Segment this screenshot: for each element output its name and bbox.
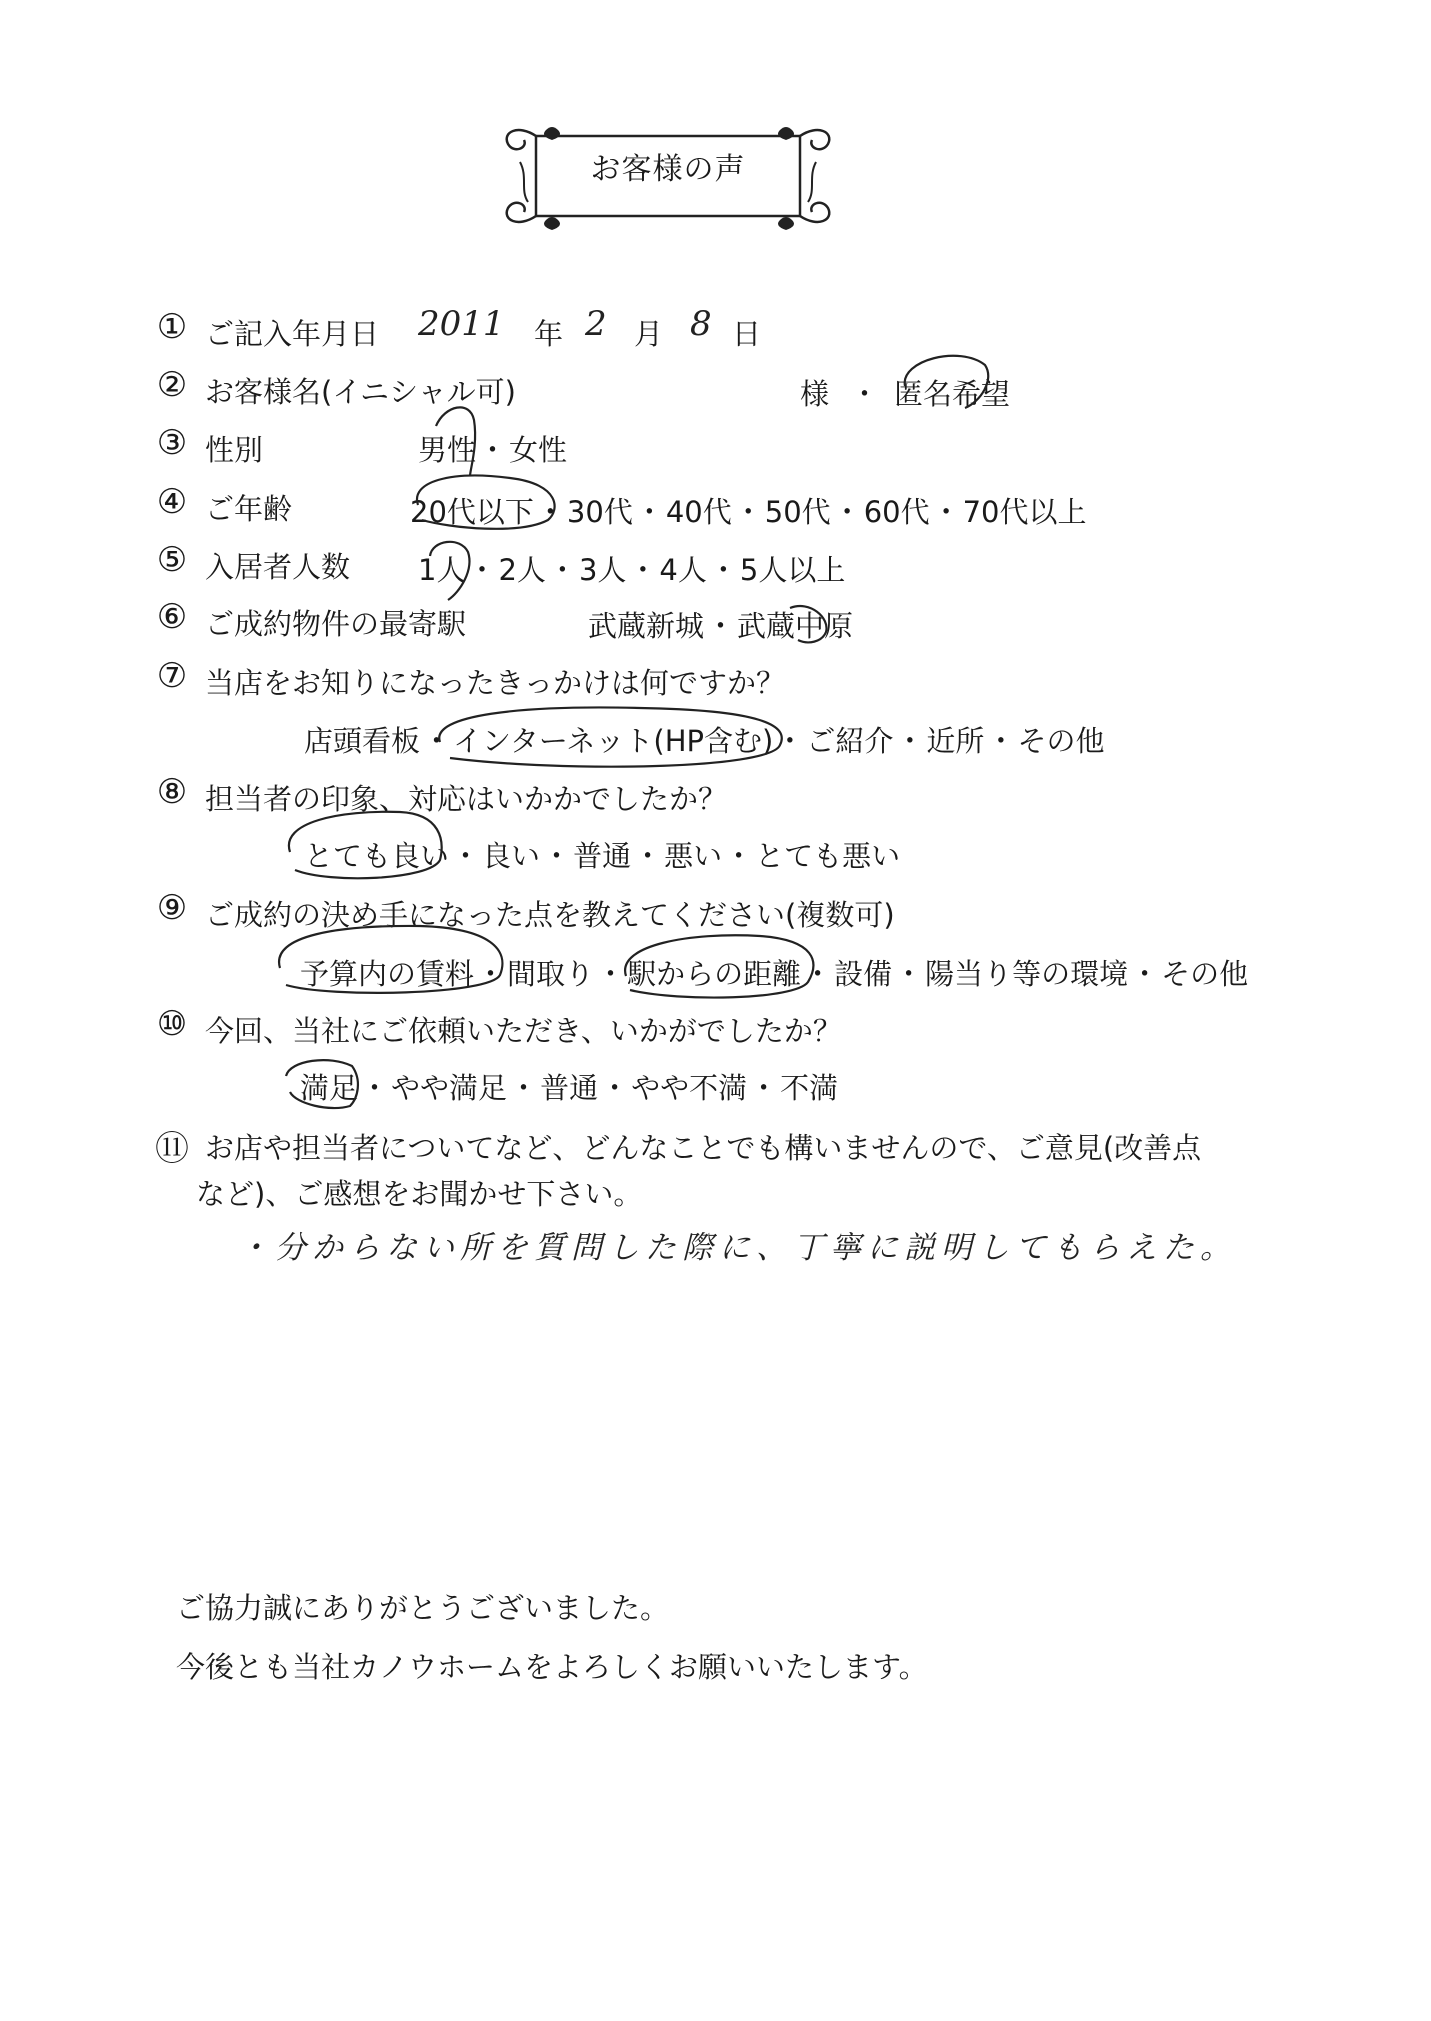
question-number: ② — [156, 365, 188, 405]
q6-label: ご成約物件の最寄駅 — [205, 607, 467, 641]
q2-sama-label: 様 — [800, 377, 830, 411]
q1-year-label: 年 — [534, 317, 564, 351]
option-impression: 良い — [482, 839, 541, 873]
option-residents: 1人 — [418, 553, 466, 587]
question-number: ⑥ — [156, 597, 188, 637]
q8-options: とても良い・良い・普通・悪い・とても悪い — [304, 839, 901, 873]
option-satisfaction: やや不満 — [631, 1071, 748, 1105]
question-number: ⑩ — [156, 1004, 188, 1044]
option-age: 60代 — [863, 495, 930, 529]
option-female: 女性 — [509, 433, 568, 467]
option-source: インターネット(HP含む) — [453, 724, 774, 758]
option-residents: 5人以上 — [739, 553, 846, 587]
q1-day-handwritten: 8 — [690, 304, 712, 344]
q1-month-handwritten: 2 — [585, 304, 607, 344]
q3-options: 男性・女性 — [418, 433, 568, 467]
option-age: 40代 — [665, 495, 732, 529]
q9-options: 予算内の賃料・間取り・駅からの距離・設備・陽当り等の環境・その他 — [300, 957, 1249, 991]
question-number: ⑦ — [156, 656, 188, 696]
q2-separator: ・ — [850, 377, 880, 411]
option-reason: 陽当り等の環境 — [925, 957, 1129, 991]
option-satisfaction: 不満 — [780, 1071, 839, 1105]
title-frame — [498, 122, 838, 232]
option-reason: 間取り — [507, 957, 595, 991]
closing-line: 今後とも当社カノウホームをよろしくお願いいたします。 — [176, 1650, 928, 1684]
option-satisfaction: 普通 — [540, 1071, 599, 1105]
question-number: ⑪ — [155, 1129, 189, 1169]
q5-label: 入居者人数 — [205, 550, 351, 584]
option-impression: とても良い — [304, 839, 450, 873]
q2-anonymous-option: 匿名希望 — [894, 377, 1011, 411]
option-reason: その他 — [1161, 957, 1249, 991]
question-number: ⑤ — [156, 540, 188, 580]
question-number: ④ — [156, 482, 188, 522]
option-source: 近所 — [926, 724, 985, 758]
q6-options: 武蔵新城・武蔵中原 — [588, 609, 854, 643]
option-age: 30代 — [566, 495, 633, 529]
q7-options: 店頭看板・インターネット(HP含む)・ご紹介・近所・その他 — [304, 724, 1105, 758]
q10-options: 満足・やや満足・普通・やや不満・不満 — [300, 1071, 839, 1105]
q11-label-line2: など)、ご感想をお聞かせ下さい。 — [196, 1177, 643, 1211]
option-residents: 4人 — [659, 553, 707, 587]
q11-handwritten-answer: ・分からない所を質問した際に、丁寧に説明してもらえた。 — [238, 1230, 1237, 1266]
q9-label: ご成約の決め手になった点を教えてください(複数可) — [205, 898, 895, 932]
q8-label: 担当者の印象、対応はいかかでしたか？ — [205, 782, 728, 816]
page-title: お客様の声 — [590, 152, 746, 187]
option-source: 店頭看板 — [304, 724, 421, 758]
q5-options: 1人・2人・3人・4人・5人以上 — [418, 553, 846, 587]
option-satisfaction: 満足 — [300, 1071, 359, 1105]
option-male: 男性 — [418, 433, 477, 467]
q11-label-line1: お店や担当者についてなど、どんなことでも構いませんので、ご意見(改善点 — [205, 1131, 1202, 1165]
q7-label: 当店をお知りになったきっかけは何ですか？ — [205, 666, 786, 700]
option-reason: 駅からの距離 — [627, 957, 802, 991]
question-number: ⑨ — [156, 888, 188, 928]
question-number: ③ — [156, 423, 188, 463]
thanks-line: ご協力誠にありがとうございました。 — [176, 1591, 670, 1625]
option-source: ご紹介 — [806, 724, 894, 758]
option-reason: 予算内の賃料 — [300, 957, 475, 991]
q4-options: 20代以下・30代・40代・50代・60代・70代以上 — [410, 495, 1087, 529]
option-residents: 3人 — [578, 553, 627, 587]
question-number: ⑧ — [156, 772, 188, 812]
q3-label: 性別 — [205, 433, 264, 467]
option-impression: とても悪い — [755, 839, 901, 873]
option-impression: 悪い — [664, 839, 723, 873]
q2-label: お客様名(イニシャル可) — [205, 375, 516, 409]
question-number: ① — [156, 307, 188, 347]
q1-year-handwritten: 2011 — [418, 304, 505, 344]
option-satisfaction: やや満足 — [391, 1071, 508, 1105]
q1-day-label: 日 — [732, 317, 762, 351]
option-age: 50代 — [764, 495, 831, 529]
q10-label: 今回、当社にご依頼いただき、いかがでしたか？ — [205, 1014, 842, 1048]
option-station: 武蔵新城 — [588, 609, 705, 643]
option-impression: 普通 — [573, 839, 632, 873]
q4-label: ご年齢 — [205, 492, 293, 526]
q1-label: ご記入年月日 — [205, 317, 380, 351]
option-residents: 2人 — [498, 553, 546, 587]
option-station: 武蔵中原 — [737, 609, 854, 643]
option-source: その他 — [1017, 724, 1105, 758]
option-reason: 設備 — [834, 957, 893, 991]
option-age: 70代以上 — [962, 495, 1087, 529]
option-age: 20代以下 — [410, 495, 534, 529]
q1-month-label: 月 — [634, 317, 664, 351]
